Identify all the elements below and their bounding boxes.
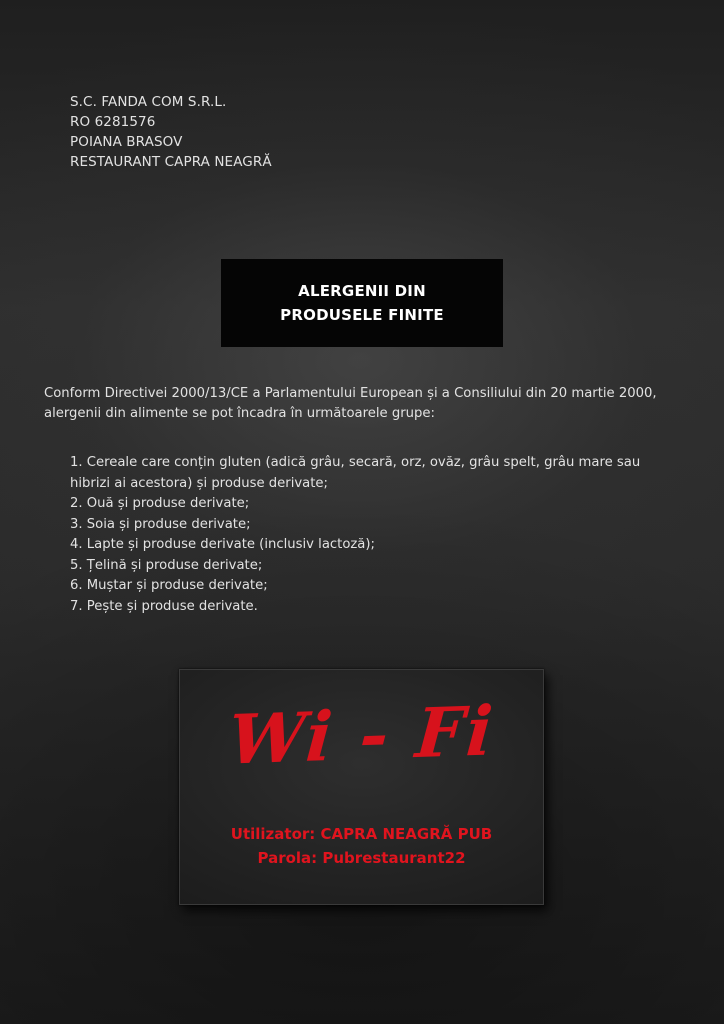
company-code: RO 6281576 [70, 114, 156, 130]
allergen-item-fish: 7. Pește și produse derivate. [70, 598, 258, 614]
company-info [70, 92, 272, 172]
allergen-item-celery: 5. Țelină și produse derivate; [70, 557, 263, 573]
allergen-list [70, 453, 680, 617]
wifi-card [179, 669, 544, 905]
wifi-password: Parola: Pubrestaurant22 [257, 849, 466, 867]
wifi-title: Wi - Fi [225, 691, 498, 781]
allergen-item-gluten [70, 453, 680, 494]
allergen-item-mustard: 6. Muștar și produse derivate; [70, 578, 268, 593]
allergen-item-soy: 3. Soia și produse derivate; [70, 516, 251, 532]
wifi-credentials [180, 822, 543, 870]
company-name: S.C. FANDA COM S.R.L. [70, 94, 227, 110]
wifi-user: Utilizator: CAPRA NEAGRĂ PUB [230, 825, 493, 843]
intro-line-2: alergenii din alimente se pot încadra în următoarele grupe: [44, 406, 435, 421]
intro-line-1: Conform Directivei 2000/13/CE a Parlamentului European și a Consiliului din 20 martie 2000, [44, 386, 657, 401]
company-location: POIANA BRASOV [70, 134, 183, 150]
page-title-line-1: ALERGENII DIN [298, 282, 426, 300]
page-title [221, 259, 503, 347]
allergen-item-line: 1. Cereale care conțin gluten (adică grâu, secară, orz, ovăz, grâu spelt, grâu mare sau [70, 455, 641, 470]
intro-paragraph [44, 384, 694, 424]
restaurant-name: RESTAURANT CAPRA NEAGRĂ [70, 154, 272, 170]
allergen-item-line: hibrizi ai acestora) și produse derivate; [70, 475, 328, 491]
page-title-line-2: PRODUSELE FINITE [280, 306, 444, 324]
allergen-item-milk: 4. Lapte și produse derivate (inclusiv lactoză); [70, 537, 375, 552]
allergen-item-eggs: 2. Ouă și produse derivate; [70, 496, 250, 511]
